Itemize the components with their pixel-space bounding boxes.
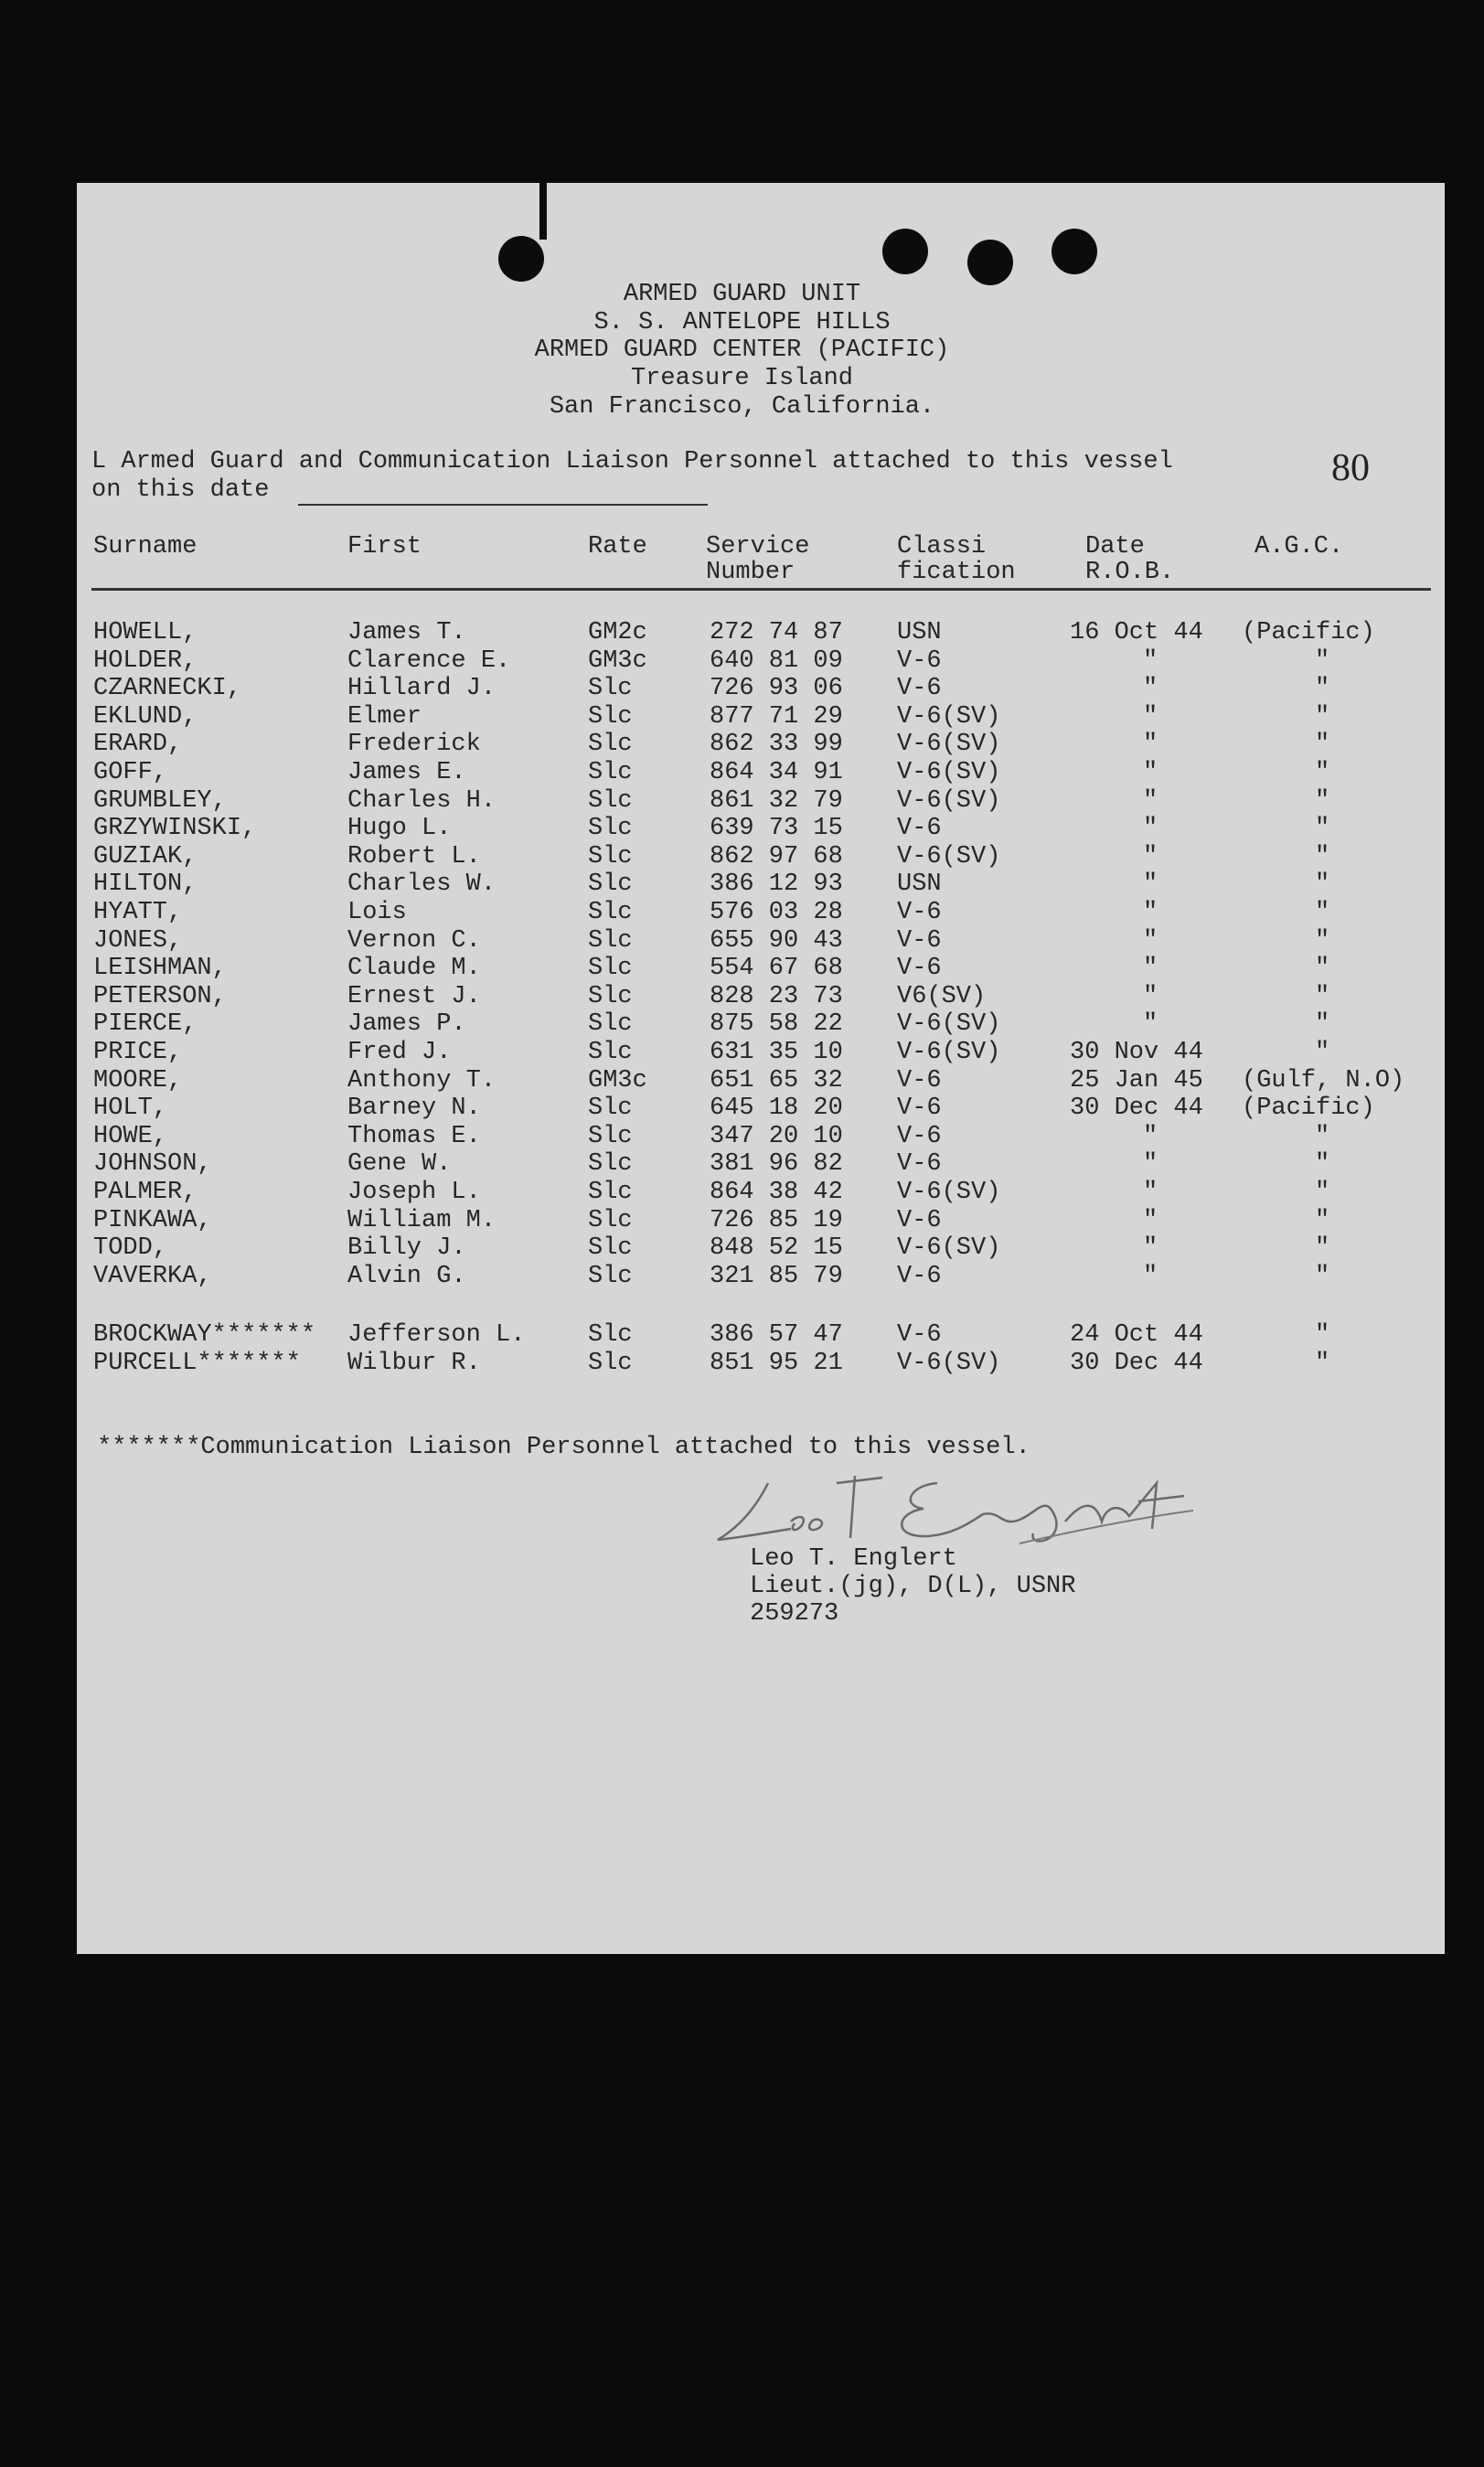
col-date-1: Date (1085, 533, 1145, 561)
cell-classification: V-6 (897, 815, 942, 843)
col-surname: Surname (93, 533, 198, 561)
cell-surname: JOHNSON, (93, 1150, 212, 1179)
cell-service-number: 386 57 47 (710, 1321, 843, 1349)
cell-rate: Slc (588, 1122, 633, 1150)
cell-service-number: 875 58 22 (710, 1010, 843, 1039)
cell-classification: USN (897, 870, 942, 899)
cell-first: Ernest J. (347, 982, 481, 1010)
cell-first: Lois (347, 899, 407, 926)
cell-service-number: 640 81 09 (710, 646, 843, 675)
intro-line-2: on this date (91, 476, 270, 504)
cell-rate: Slc (588, 982, 633, 1010)
cell-service-number: 877 71 29 (710, 702, 843, 731)
cell-service-number: 347 20 10 (710, 1122, 843, 1150)
cell-first: Thomas E. (347, 1122, 481, 1150)
cell-rate: Slc (588, 731, 633, 759)
cell-rate: Slc (588, 759, 633, 786)
cell-surname: GRZYWINSKI, (93, 815, 257, 843)
cell-date-rob: " (1143, 675, 1158, 703)
cell-service-number: 726 85 19 (710, 1206, 843, 1234)
cell-agc: " (1315, 1349, 1330, 1377)
cell-date-rob: " (1143, 1150, 1158, 1179)
cell-service-number: 631 35 10 (710, 1039, 843, 1066)
cell-agc: " (1315, 926, 1330, 955)
cell-rate: Slc (588, 1150, 633, 1179)
cell-rate: Slc (588, 1095, 633, 1123)
cell-rate: Slc (588, 870, 633, 899)
cell-surname: GRUMBLEY, (93, 786, 227, 815)
cell-surname: PRICE, (93, 1039, 183, 1066)
cell-agc: " (1315, 982, 1330, 1010)
col-service-2: Number (706, 559, 795, 586)
cell-first: Joseph L. (347, 1179, 481, 1206)
cell-rate: Slc (588, 702, 633, 731)
cell-agc: " (1315, 731, 1330, 759)
cell-surname: HOWELL, (93, 619, 198, 646)
cell-classification: V-6(SV) (897, 842, 1001, 870)
center-name: ARMED GUARD CENTER (PACIFIC) (534, 336, 950, 364)
col-rate: Rate (588, 533, 647, 561)
cell-service-number: 864 34 91 (710, 759, 843, 786)
cell-classification: USN (897, 619, 942, 646)
cell-rate: GM3c (588, 1066, 647, 1095)
cell-classification: V-6 (897, 675, 942, 703)
cell-agc: " (1315, 675, 1330, 703)
cell-date-rob: 24 Oct 44 (1070, 1321, 1203, 1349)
cell-classification: V-6(SV) (897, 702, 1001, 731)
cell-date-rob: 16 Oct 44 (1070, 619, 1203, 646)
col-service-1: Service (706, 533, 810, 561)
cell-first: Charles W. (347, 870, 496, 899)
cell-surname: GOFF, (93, 759, 168, 786)
cell-date-rob: " (1143, 842, 1158, 870)
cell-classification: V6(SV) (897, 982, 987, 1010)
cell-surname: HOWE, (93, 1122, 168, 1150)
cell-rate: Slc (588, 1206, 633, 1234)
intro-line-1: L Armed Guard and Communication Liaison Personnel attached to this vessel (91, 448, 1173, 475)
cell-rate: Slc (588, 1039, 633, 1066)
ship-name: S. S. ANTELOPE HILLS (593, 309, 891, 336)
cell-agc: " (1315, 870, 1330, 899)
cell-date-rob: " (1143, 899, 1158, 926)
cell-classification: V-6 (897, 646, 942, 675)
cell-agc: " (1315, 955, 1330, 983)
cell-surname: ERARD, (93, 731, 183, 759)
col-date-2: R.O.B. (1085, 559, 1175, 586)
cell-rate: GM3c (588, 646, 647, 675)
cell-classification: V-6 (897, 1321, 942, 1349)
cell-first: Anthony T. (347, 1066, 496, 1095)
signer-name: Leo T. Englert (750, 1545, 957, 1573)
cell-date-rob: " (1143, 1179, 1158, 1206)
cell-service-number: 828 23 73 (710, 982, 843, 1010)
cell-service-number: 864 38 42 (710, 1179, 843, 1206)
cell-date-rob: " (1143, 870, 1158, 899)
cell-date-rob: 30 Nov 44 (1070, 1039, 1203, 1066)
cell-agc: " (1315, 1206, 1330, 1234)
cell-agc: " (1315, 1262, 1330, 1290)
cell-classification: V-6 (897, 1122, 942, 1150)
cell-surname: CZARNECKI, (93, 675, 242, 703)
cell-surname: HOLDER, (93, 646, 198, 675)
cell-first: Jefferson L. (347, 1321, 526, 1349)
cell-first: James P. (347, 1010, 466, 1039)
col-class-1: Classi (897, 533, 987, 561)
cell-agc: " (1315, 1039, 1330, 1066)
cell-surname: PETERSON, (93, 982, 227, 1010)
cell-rate: Slc (588, 1349, 633, 1377)
cell-classification: V-6(SV) (897, 1010, 1001, 1039)
cell-first: Vernon C. (347, 926, 481, 955)
cell-service-number: 861 32 79 (710, 786, 843, 815)
cell-service-number: 862 97 68 (710, 842, 843, 870)
cell-agc: " (1315, 842, 1330, 870)
cell-first: Hillard J. (347, 675, 496, 703)
punch-hole (498, 236, 544, 282)
cell-first: Clarence E. (347, 646, 511, 675)
cell-service-number: 381 96 82 (710, 1150, 843, 1179)
cell-first: Robert L. (347, 842, 481, 870)
cell-classification: V-6 (897, 1206, 942, 1234)
cell-surname: PALMER, (93, 1179, 198, 1206)
cell-first: Wilbur R. (347, 1349, 481, 1377)
cell-service-number: 651 65 32 (710, 1066, 843, 1095)
cell-classification: V-6 (897, 955, 942, 983)
cell-service-number: 576 03 28 (710, 899, 843, 926)
cell-first: Frederick (347, 731, 481, 759)
cell-classification: V-6 (897, 1066, 942, 1095)
location-line: Treasure Island (630, 365, 854, 392)
cell-service-number: 726 93 06 (710, 675, 843, 703)
header-rule (91, 588, 1431, 591)
cell-date-rob: " (1143, 1206, 1158, 1234)
cell-agc: " (1315, 1010, 1330, 1039)
cell-rate: Slc (588, 1179, 633, 1206)
cell-date-rob: " (1143, 926, 1158, 955)
page-number: 80 (1331, 447, 1370, 489)
cell-classification: V-6 (897, 1095, 942, 1123)
col-class-2: fication (897, 559, 1016, 586)
cell-classification: V-6(SV) (897, 1349, 1001, 1377)
city-line: San Francisco, California. (549, 393, 935, 421)
cell-first: Hugo L. (347, 815, 452, 843)
cell-surname: VAVERKA, (93, 1262, 212, 1290)
cell-agc: " (1315, 702, 1330, 731)
cell-surname: HOLT, (93, 1095, 168, 1123)
cell-surname: HYATT, (93, 899, 183, 926)
col-agc: A.G.C. (1254, 533, 1344, 561)
cell-date-rob: " (1143, 646, 1158, 675)
cell-service-number: 272 74 87 (710, 619, 843, 646)
signer-number: 259273 (750, 1600, 839, 1628)
cell-service-number: 848 52 15 (710, 1234, 843, 1263)
cell-agc: (Pacific) (1242, 1095, 1375, 1123)
cell-date-rob: " (1143, 786, 1158, 815)
cell-surname: LEISHMAN, (93, 955, 227, 983)
cell-rate: Slc (588, 1262, 633, 1290)
cell-first: James T. (347, 619, 466, 646)
cell-service-number: 645 18 20 (710, 1095, 843, 1123)
punch-hole (967, 240, 1013, 285)
cell-rate: Slc (588, 926, 633, 955)
cell-agc: " (1315, 1122, 1330, 1150)
cell-agc: " (1315, 1179, 1330, 1206)
cell-service-number: 655 90 43 (710, 926, 843, 955)
cell-service-number: 851 95 21 (710, 1349, 843, 1377)
cell-surname: JONES, (93, 926, 183, 955)
cell-surname: PIERCE, (93, 1010, 198, 1039)
cell-first: Billy J. (347, 1234, 466, 1263)
cell-rate: Slc (588, 1321, 633, 1349)
cell-rate: Slc (588, 899, 633, 926)
cell-agc: " (1315, 899, 1330, 926)
cell-surname: PURCELL******* (93, 1349, 301, 1377)
cell-classification: V-6 (897, 899, 942, 926)
cell-date-rob: " (1143, 1262, 1158, 1290)
cell-date-rob: " (1143, 731, 1158, 759)
cell-service-number: 386 12 93 (710, 870, 843, 899)
cell-first: Gene W. (347, 1150, 452, 1179)
cell-first: Barney N. (347, 1095, 481, 1123)
cell-classification: V-6 (897, 926, 942, 955)
cell-rate: Slc (588, 842, 633, 870)
punch-hole (882, 229, 928, 274)
cell-agc: (Gulf, N.O) (1242, 1066, 1405, 1095)
cell-first: Elmer (347, 702, 422, 731)
cell-first: James E. (347, 759, 466, 786)
cell-date-rob: " (1143, 815, 1158, 843)
signer-rank: Lieut.(jg), D(L), USNR (750, 1573, 1076, 1600)
cell-classification: V-6 (897, 1262, 942, 1290)
cell-surname: TODD, (93, 1234, 168, 1263)
cell-classification: V-6(SV) (897, 759, 1001, 786)
cell-classification: V-6 (897, 1150, 942, 1179)
cell-first: William M. (347, 1206, 496, 1234)
cell-service-number: 321 85 79 (710, 1262, 843, 1290)
cell-agc: " (1315, 1321, 1330, 1349)
cell-date-rob: " (1143, 955, 1158, 983)
cell-rate: Slc (588, 675, 633, 703)
cell-agc: " (1315, 1234, 1330, 1263)
cell-agc: " (1315, 786, 1330, 815)
col-first: First (347, 533, 422, 561)
cell-classification: V-6(SV) (897, 731, 1001, 759)
cell-agc: " (1315, 815, 1330, 843)
cell-classification: V-6(SV) (897, 1039, 1001, 1066)
cell-agc: " (1315, 646, 1330, 675)
cell-classification: V-6(SV) (897, 1179, 1001, 1206)
cell-first: Charles H. (347, 786, 496, 815)
cell-date-rob: " (1143, 759, 1158, 786)
cell-surname: EKLUND, (93, 702, 198, 731)
cell-surname: PINKAWA, (93, 1206, 212, 1234)
cell-date-rob: " (1143, 982, 1158, 1010)
cell-service-number: 554 67 68 (710, 955, 843, 983)
cell-rate: GM2c (588, 619, 647, 646)
cell-first: Fred J. (347, 1039, 452, 1066)
cell-surname: GUZIAK, (93, 842, 198, 870)
cell-date-rob: 30 Dec 44 (1070, 1095, 1203, 1123)
cell-date-rob: " (1143, 1234, 1158, 1263)
cell-agc: " (1315, 1150, 1330, 1179)
cell-rate: Slc (588, 786, 633, 815)
cell-classification: V-6(SV) (897, 1234, 1001, 1263)
cell-surname: MOORE, (93, 1066, 183, 1095)
cell-date-rob: " (1143, 1122, 1158, 1150)
cell-surname: HILTON, (93, 870, 198, 899)
date-blank-line (298, 504, 708, 506)
binder-tab (539, 183, 547, 240)
cell-rate: Slc (588, 815, 633, 843)
cell-date-rob: 25 Jan 45 (1070, 1066, 1203, 1095)
cell-date-rob: " (1143, 702, 1158, 731)
cell-rate: Slc (588, 1010, 633, 1039)
cell-surname: BROCKWAY******* (93, 1321, 316, 1349)
cell-first: Alvin G. (347, 1262, 466, 1290)
unit-title: ARMED GUARD UNIT (623, 281, 861, 308)
cell-rate: Slc (588, 955, 633, 983)
footnote: *******Communication Liaison Personnel attached to this vessel. (97, 1434, 1030, 1461)
cell-rate: Slc (588, 1234, 633, 1263)
cell-agc: " (1315, 759, 1330, 786)
cell-date-rob: " (1143, 1010, 1158, 1039)
cell-agc: (Pacific) (1242, 619, 1375, 646)
cell-classification: V-6(SV) (897, 786, 1001, 815)
punch-hole (1052, 229, 1097, 274)
cell-date-rob: 30 Dec 44 (1070, 1349, 1203, 1377)
cell-first: Claude M. (347, 955, 481, 983)
cell-service-number: 862 33 99 (710, 731, 843, 759)
cell-service-number: 639 73 15 (710, 815, 843, 843)
